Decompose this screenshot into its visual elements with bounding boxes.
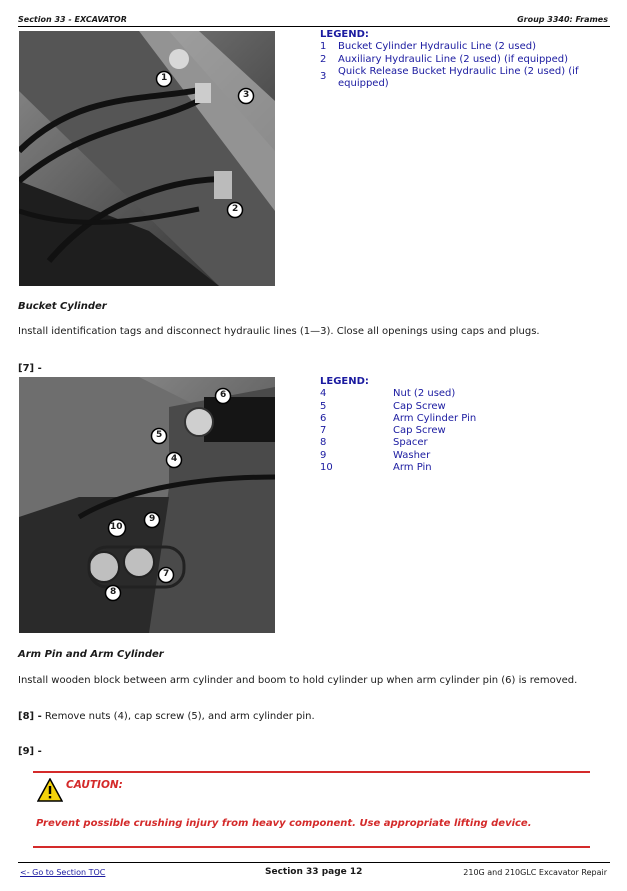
legend-title: LEGEND: xyxy=(320,29,369,40)
legend-figure-1 xyxy=(320,29,610,90)
document-title: 210G and 210GLC Excavator Repair xyxy=(463,868,607,877)
legend-item: 8 Spacer xyxy=(320,437,428,449)
section-toc-link[interactable]: <- Go to Section TOC xyxy=(20,868,106,877)
figure-arm-pin-photo xyxy=(19,377,275,633)
section-header: Section 33 - EXCAVATOR xyxy=(18,15,127,24)
legend-item: 5 Cap Screw xyxy=(320,400,446,412)
bucket-cylinder-text: Install identification tags and disconnect hydraulic lines (1—3). Close all openings using caps and plugs. xyxy=(18,326,540,337)
callout-6: 6 xyxy=(214,387,232,409)
legend-item: 1 Bucket Cylinder Hydraulic Line (2 used) xyxy=(320,41,536,53)
callout-8: 8 xyxy=(104,584,122,606)
callout-2: 2 xyxy=(226,201,244,223)
legend-item: 6 Arm Cylinder Pin xyxy=(320,412,477,424)
step-8-label: [8] - xyxy=(18,711,42,722)
legend-item: 7 Cap Screw xyxy=(320,425,446,437)
header-divider xyxy=(18,26,610,27)
step-8 xyxy=(18,711,315,722)
step-9-label: [9] - xyxy=(18,746,42,757)
heading-bucket-cylinder: Bucket Cylinder xyxy=(18,301,107,312)
arm-pin-text: Install wooden block between arm cylinder and boom to hold cylinder up when arm cylinder pin (6) is removed. xyxy=(18,675,578,686)
caution-text: Prevent possible crushing injury from heavy component. Use appropriate lifting device. xyxy=(36,818,532,829)
callout-10: 10 xyxy=(107,518,127,542)
page-number: Section 33 page 12 xyxy=(265,867,363,877)
step-7-label: [7] - xyxy=(18,363,42,374)
legend-item: 10 Arm Pin xyxy=(320,462,432,474)
caution-bottom-rule xyxy=(33,846,590,848)
callout-1: 1 xyxy=(155,70,173,92)
callout-7: 7 xyxy=(157,566,175,588)
footer-divider xyxy=(18,862,610,863)
legend-item: 3 Quick Release Bucket Hydraulic Line (2 used) (if equipped) xyxy=(320,65,579,90)
warning-triangle-icon xyxy=(37,778,63,806)
caution-top-rule xyxy=(33,771,590,773)
step-8-text: Remove nuts (4), cap screw (5), and arm cylinder pin. xyxy=(44,711,315,722)
callout-5: 5 xyxy=(150,427,168,449)
callout-9: 9 xyxy=(143,511,161,533)
group-header: Group 3340: Frames xyxy=(517,15,608,24)
heading-arm-pin: Arm Pin and Arm Cylinder xyxy=(18,649,164,660)
legend-item: 2 Auxiliary Hydraulic Line (2 used) (if equipped) xyxy=(320,53,569,65)
callout-4: 4 xyxy=(165,451,183,473)
figure-bucket-lines-photo xyxy=(19,31,275,286)
legend-title: LEGEND: xyxy=(320,376,369,387)
legend-item: 4 Nut (2 used) xyxy=(320,388,456,400)
legend-item: 9 Washer xyxy=(320,449,431,461)
legend-figure-2 xyxy=(320,376,520,474)
caution-title: CAUTION: xyxy=(66,779,123,791)
callout-3: 3 xyxy=(237,87,255,109)
